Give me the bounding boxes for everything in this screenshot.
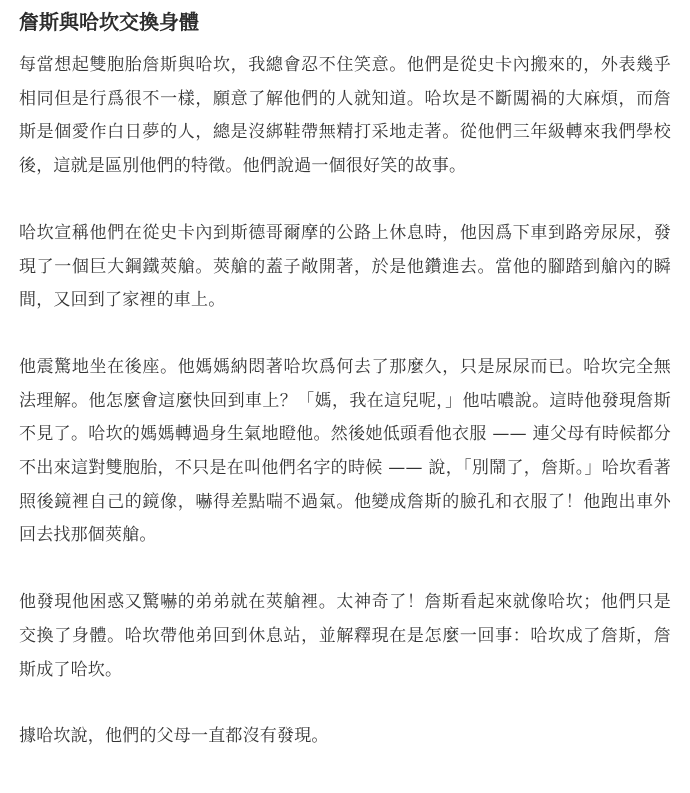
paragraph-1: 每當想起雙胞胎詹斯與哈坎，我總會忍不住笑意。他們是從史卡內搬來的，外表幾乎相同但是行爲很不一樣，願意了解他們的人就知道。哈坎是不斷闖禍的大麻煩，而詹斯是個愛作白日夢的人，總是沒綁鞋帶無精打采地走著。從他們三年級轉來我們學校後，這就是區別他們的特徵。他們說過一個很好笑的故事。 [19,55,671,177]
paragraph-2: 哈坎宣稱他們在從史卡內到斯德哥爾摩的公路上休息時，他因爲下車到路旁尿尿，發現了一個巨大鋼鐵莢艙。莢艙的蓋子敞開著，於是他鑽進去。當他的腳踏到艙內的瞬間，又回到了家裡的車上。 [19,222,671,311]
article [19,0,671,754]
paragraph-5: 據哈坎說，他們的父母一直都沒有發現。 [19,726,329,747]
paragraph-4: 他發現他困惑又驚嚇的弟弟就在莢艙裡。太神奇了！詹斯看起來就像哈坎；他們只是交換了身體。哈坎帶他弟回到休息站，並解釋現在是怎麼一回事：哈坎成了詹斯，詹斯成了哈坎。 [19,592,671,680]
article-title: 詹斯與哈坎交換身體 [19,10,199,34]
paragraph-3: 他震驚地坐在後座。他媽媽納悶著哈坎爲何去了那麼久，只是尿尿而已。哈坎完全無法理解。他怎麼會這麼快回到車上？「媽，我在這兒呢，」他咕噥說。這時他發現詹斯不見了。哈坎的媽媽轉過身生氣地瞪他。然後她低頭看他衣服 —— 連父母有時候都分不出來這對雙胞胎，不只是在叫他們名字的時候 —— 說，「別鬧了，詹斯。」哈坎看著照後鏡裡自己的鏡像，嚇得差點喘不過氣。他變成詹斯的臉孔和衣服了！他跑出車外回去找那個莢艙。 [19,356,671,546]
